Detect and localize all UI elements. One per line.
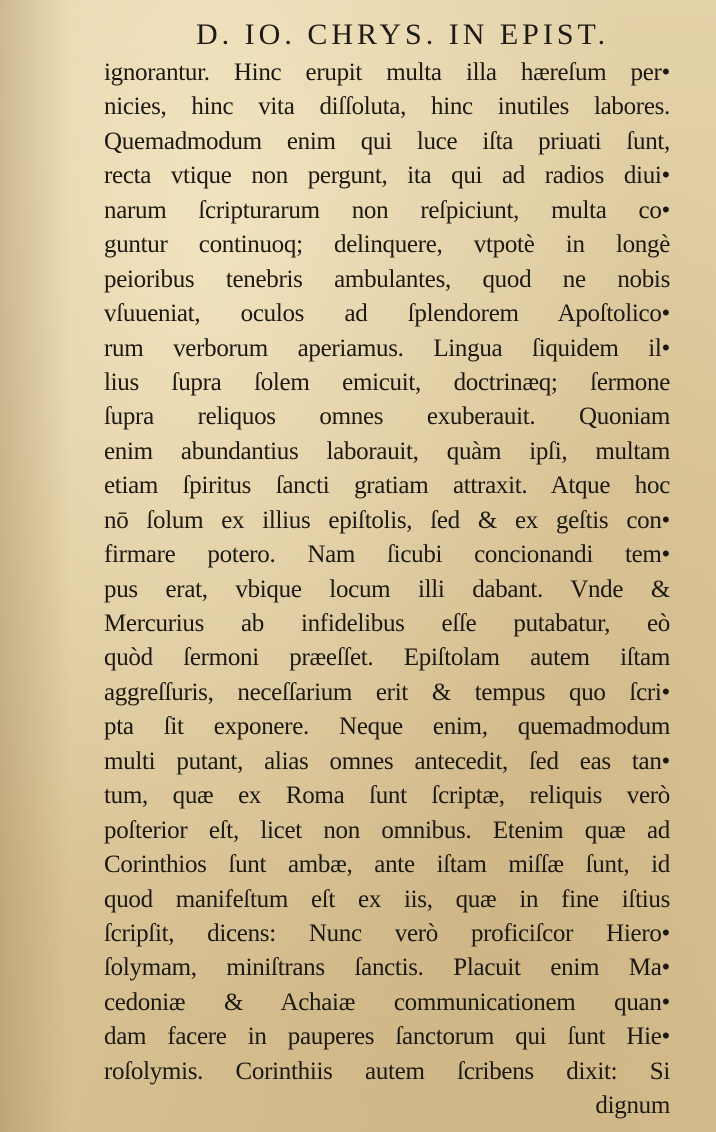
- text-line: tum, quæ ex Roma ſunt ſcriptæ, reliquis verò: [104, 782, 670, 810]
- running-head: D. IO. CHRYS. IN EPIST.: [196, 18, 610, 51]
- text-line: etiam ſpiritus ſancti gratiam attraxit. Atque hoc: [104, 472, 670, 500]
- text-line: poſterior eſt, licet non omnibus. Etenim quæ ad: [104, 816, 670, 844]
- catchword: dignum: [595, 1092, 670, 1120]
- text-line: ignorantur. Hinc erupit multa illa hæreſum per•: [104, 59, 670, 86]
- text-line: roſolymis. Corinthiis autem ſcribens dixit: Si: [104, 1057, 670, 1085]
- gutter-shadow: [0, 0, 70, 1132]
- text-line: rum verborum aperiamus. Lingua ſiquidem il•: [104, 334, 670, 362]
- text-line: Mercurius ab infidelibus eſſe putabatur, eò: [104, 610, 670, 637]
- text-line: guntur continuoq; delinquere, vtpotè in longè: [104, 231, 670, 259]
- text-line: peioribus tenebris ambulantes, quod ne nobis: [104, 265, 670, 293]
- text-line: lius ſupra ſolem emicuit, doctrinæq; ſermone: [104, 368, 670, 396]
- text-line: ſolymam, miniſtrans ſanctis. Placuit enim Ma•: [104, 954, 670, 982]
- text-line: nō ſolum ex illius epiſtolis, ſed & ex geſtis con•: [104, 506, 670, 534]
- text-line: quòd ſermoni præeſſet. Epiſtolam autem iſtam: [104, 644, 670, 672]
- text-line: enim abundantius laborauit, quàm ipſi, multam: [104, 437, 670, 465]
- text-line: recta vtique non pergunt, ita qui ad radios diui•: [104, 162, 670, 190]
- text-line: nicies, hinc vita diſſoluta, hinc inutiles labores.: [104, 93, 670, 121]
- text-line: Quemadmodum enim qui luce iſta priuati ſunt,: [104, 127, 670, 155]
- text-line: aggreſſuris, neceſſarium erit & tempus quo ſcri•: [104, 678, 670, 706]
- text-line: pus erat, vbique locum illi dabant. Vnde &: [104, 575, 670, 603]
- text-line: vſuueniat, oculos ad ſplendorem Apoſtolico•: [104, 300, 670, 328]
- text-line: firmare potero. Nam ſicubi concionandi tem•: [104, 541, 670, 569]
- text-line: multi putant, alias omnes antecedit, ſed eas tan•: [104, 747, 670, 775]
- text-line: quod manifeſtum eſt ex iis, quæ in fine iſtius: [104, 885, 670, 913]
- text-line: dam facere in pauperes ſanctorum qui ſunt Hie•: [104, 1023, 670, 1051]
- text-line: ſcripſit, dicens: Nunc verò proficiſcor Hiero•: [104, 919, 670, 947]
- text-block: [104, 56, 670, 1124]
- text-line: pta ſit exponere. Neque enim, quemadmodum: [104, 713, 670, 741]
- text-line: cedoniæ & Achaiæ communicationem quan•: [104, 988, 670, 1016]
- text-line: Corinthios ſunt ambæ, ante iſtam miſſæ ſunt, id: [104, 851, 670, 879]
- text-line: narum ſcripturarum non reſpiciunt, multa co•: [104, 196, 670, 224]
- text-line: ſupra reliquos omnes exuberauit. Quoniam: [104, 403, 670, 431]
